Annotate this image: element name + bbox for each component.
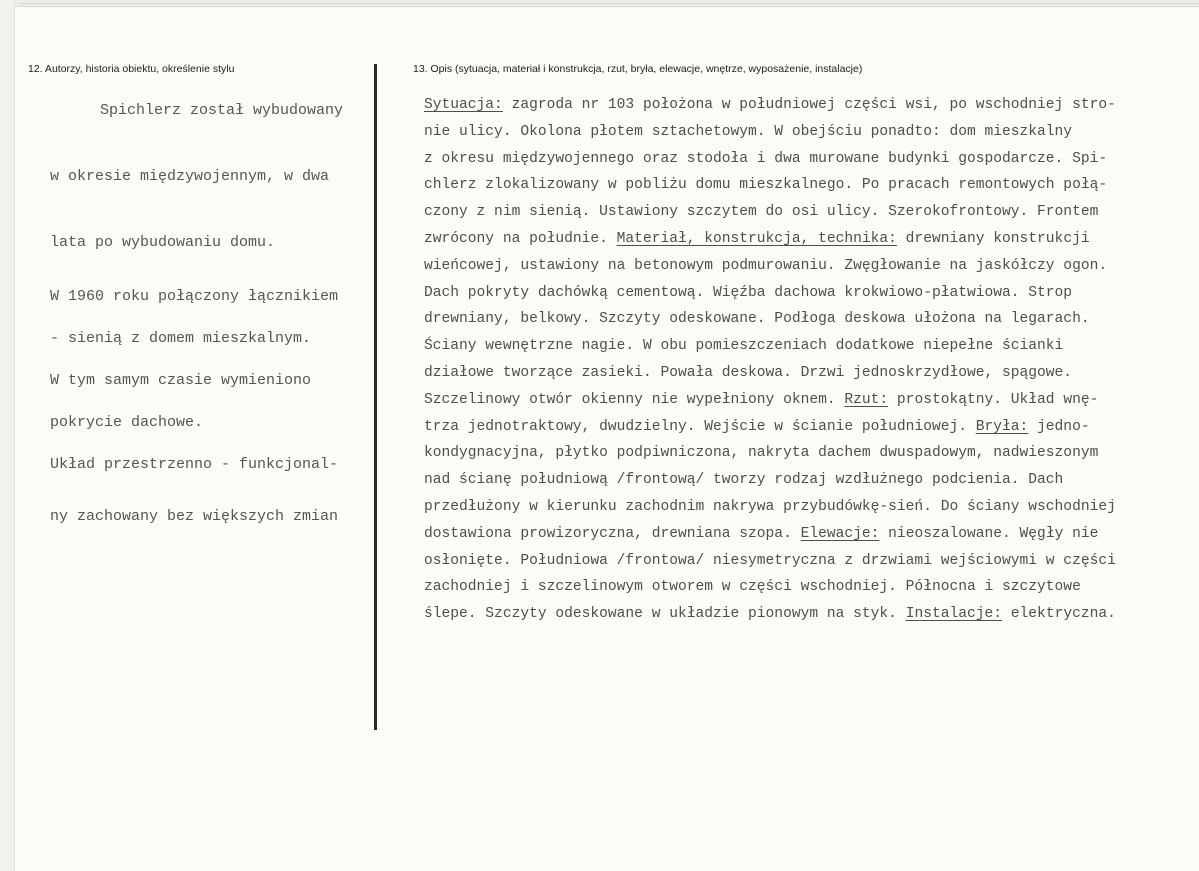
history-line: W 1960 roku połączony łącznikiem	[50, 288, 339, 305]
description-text: wieńcowej, ustawiony na betonowym podmurowaniu. Zwęgłowanie na jaskółczy ogon.	[424, 257, 1108, 274]
description-line	[424, 146, 1194, 173]
description-text: Dach pokryty dachówką cementową. Więźba dachowa krokwiowo-płatwiowa. Strop	[424, 284, 1073, 301]
history-line: W tym samym czasie wymieniono	[50, 372, 312, 389]
description-text: osłonięte. Południowa /frontowa/ niesymetryczna z drzwiami wejściowymi w części	[424, 552, 1116, 569]
description-text: chlerz zlokalizowany w pobliżu domu mieszkalnego. Po pracach remontowych połą-	[424, 177, 1108, 194]
section-12-heading: 12. Autorzy, historia obiektu, określenie stylu	[28, 63, 235, 75]
description-text: nieoszalowane. Węgły nie	[879, 525, 1099, 542]
description-text: elektryczna.	[1002, 606, 1116, 623]
description-line	[424, 172, 1194, 199]
paper-left-edge	[0, 0, 15, 871]
description-line	[424, 387, 1194, 414]
description-line	[424, 306, 1194, 333]
section-label: Elewacje:	[800, 525, 880, 542]
description-text: nad ścianę południową /frontową/ tworzy rodzaj wzdłużnego podcienia. Dach	[424, 472, 1064, 489]
history-column	[50, 96, 370, 532]
description-line	[424, 360, 1194, 387]
history-line: Układ przestrzenno - funkcjonal-	[50, 456, 339, 473]
description-line	[424, 199, 1194, 226]
description-text: czony z nim sienią. Ustawiony szczytem do osi ulicy. Szerokofrontowy. Frontem	[424, 204, 1099, 221]
section-label: Materiał, konstrukcja, technika:	[616, 230, 897, 247]
description-line	[424, 119, 1194, 146]
description-text: prostokątny. Układ wnę-	[888, 391, 1099, 408]
description-text: przedłużony w kierunku zachodnim nakrywa przybudówkę-sień. Do ściany wschodniej	[424, 498, 1116, 515]
description-text: kondygnacyjna, płytko podpiwniczona, nakryta dachem dwuspadowym, nadwieszonym	[424, 445, 1099, 462]
description-text: zachodniej i szczelinowym otworem w części wschodniej. Północna i szczytowe	[424, 579, 1081, 596]
description-line	[424, 440, 1194, 467]
history-line: Spichlerz został wybudowany	[100, 102, 344, 119]
description-line	[424, 253, 1194, 280]
description-line	[424, 601, 1194, 628]
description-line	[424, 467, 1194, 494]
description-text: jedno-	[1028, 418, 1090, 435]
description-text: drewniany, belkowy. Szczyty odeskowane. Podłoga deskowa ułożona na legarach.	[424, 311, 1090, 328]
description-text: trza jednotraktowy, dwudzielny. Wejście w ścianie południowej.	[424, 418, 976, 435]
description-text: Szczelinowy otwór okienny nie wypełniony oknem.	[424, 391, 845, 408]
history-line: ny zachowany bez większych zmian	[50, 508, 339, 525]
description-text: drewniany konstrukcji	[896, 230, 1090, 247]
section-13-heading: 13. Opis (sytuacja, materiał i konstrukcja, rzut, bryła, elewacje, wnętrze, wyposażenie, instalacje)	[413, 63, 863, 75]
section-label: Bryła:	[975, 418, 1029, 435]
history-line: - sienią z domem mieszkalnym.	[50, 330, 312, 347]
column-divider	[374, 64, 377, 730]
section-label: Instalacje:	[905, 606, 1003, 623]
description-text: zwrócony na południe.	[424, 230, 617, 247]
section-label: Sytuacja:	[424, 97, 503, 113]
description-text: Ściany wewnętrzne nagie. W obu pomieszczeniach dodatkowe niepełne ścianki	[424, 338, 1064, 355]
description-column	[424, 92, 1194, 628]
description-text: z okresu międzywojennego oraz stodoła i dwa murowane budynki gospodarcze. Spi-	[424, 150, 1108, 167]
description-line	[424, 333, 1194, 360]
history-line: lata po wybudowaniu domu.	[50, 234, 276, 251]
description-line	[424, 494, 1194, 521]
description-text: ślepe. Szczyty odeskowane w układzie pionowym na styk.	[424, 606, 906, 623]
description-line	[424, 521, 1194, 548]
history-line: w okresie międzywojennym, w dwa	[50, 168, 330, 185]
description-line	[424, 280, 1194, 307]
description-text: nie ulicy. Okolona płotem sztachetowym. W obejściu ponadto: dom mieszkalny	[424, 123, 1073, 140]
section-label: Rzut:	[844, 391, 889, 408]
description-line	[424, 574, 1194, 601]
paper-fold-line	[20, 3, 1199, 4]
description-line	[424, 414, 1194, 441]
description-text: działowe tworzące zasieki. Powała deskowa. Drzwi jednoskrzydłowe, spągowe.	[424, 364, 1073, 381]
description-text: dostawiona prowizoryczna, drewniana szopa.	[424, 525, 801, 542]
history-line: pokrycie dachowe.	[50, 414, 204, 431]
description-line	[424, 226, 1194, 253]
description-line	[424, 548, 1194, 575]
description-text: zagroda nr 103 położona w południowej części wsi, po wschodniej stro-	[502, 97, 1116, 113]
description-line	[424, 92, 1194, 119]
